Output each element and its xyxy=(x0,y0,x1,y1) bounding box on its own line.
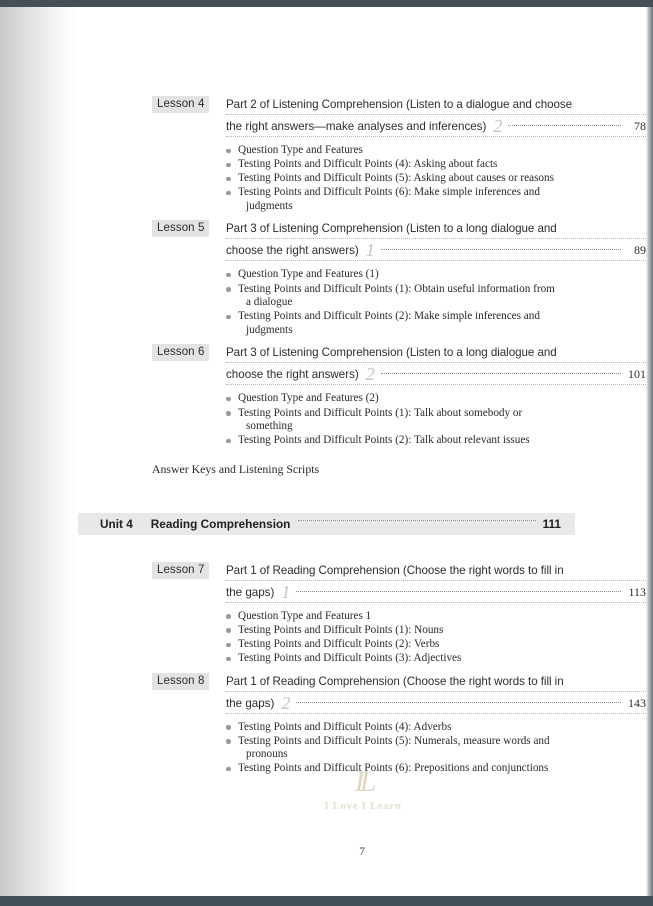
toc-entry-title-line-2-row xyxy=(226,692,646,714)
toc-entry-title-line-2-row xyxy=(226,581,646,603)
unit-title: Reading Comprehension xyxy=(150,516,291,531)
list-item-label: Testing Points and Difficult Points (3): Adjectives xyxy=(238,652,462,665)
toc-entry-title-line-2: the gaps) xyxy=(226,696,275,710)
list-item-label: Question Type and Features 1 xyxy=(238,609,372,622)
list-item-continuation: judgments xyxy=(246,323,293,336)
list-item-label: Testing Points and Difficult Points (4): Asking about facts xyxy=(238,158,498,171)
toc-entry-title-line-2: choose the right answers) xyxy=(226,244,359,258)
list-item-label: Testing Points and Difficult Points (2): Talk about relevant issues xyxy=(238,434,530,447)
toc-entry[interactable] xyxy=(78,343,646,447)
bullet-icon xyxy=(226,767,231,772)
toc-entry[interactable] xyxy=(78,561,646,666)
list-item xyxy=(226,268,626,282)
list-item-label: Testing Points and Difficult Points (1): Obtain useful information from xyxy=(238,282,555,295)
bullet-icon xyxy=(226,739,231,744)
unit-label: Unit 4 xyxy=(100,516,133,531)
lesson-badge[interactable]: Lesson 7 xyxy=(152,562,209,579)
toc-entry-title-line-1: Part 2 of Listening Comprehension (Listen to a dialogue and choose xyxy=(226,95,646,115)
list-item xyxy=(226,392,626,406)
page-bottom-edge xyxy=(0,896,653,906)
toc-entry-title-line-2: the right answers—make analyses and inferences) xyxy=(226,120,487,133)
bullet-icon xyxy=(226,725,231,730)
list-item-label: Testing Points and Difficult Points (2): Make simple inferences and xyxy=(238,310,540,323)
list-item xyxy=(226,158,626,172)
entry-page-number: 89 xyxy=(634,243,646,258)
binding-shadow xyxy=(0,7,78,896)
list-item xyxy=(226,610,626,624)
entry-page-number: 78 xyxy=(634,119,646,133)
toc-subpoint-list xyxy=(226,721,626,776)
toc-subpoint-list xyxy=(226,392,626,447)
toc-subpoint-list xyxy=(226,610,626,666)
bullet-icon xyxy=(226,273,231,278)
list-item-continuation: pronouns xyxy=(246,748,288,761)
bullet-icon xyxy=(226,191,231,196)
dot-leader xyxy=(296,591,621,592)
toc-entry-title-line-1: Part 3 of Listening Comprehension (Listen to a long dialogue and xyxy=(226,219,646,239)
toc-entry-heading[interactable] xyxy=(152,561,646,603)
unit-dot-leader xyxy=(298,520,535,521)
toc-entry-title-line-1: Part 3 of Listening Comprehension (Listen to a long dialogue and xyxy=(226,343,646,363)
bullet-icon xyxy=(226,657,231,662)
lesson-badge[interactable]: Lesson 8 xyxy=(152,673,209,690)
list-item xyxy=(226,186,626,213)
toc-subpoint-list xyxy=(226,268,626,337)
list-item xyxy=(226,638,626,652)
answer-keys-line: Answer Keys and Listening Scripts xyxy=(152,461,320,476)
lesson-script-numeral: 2 xyxy=(281,692,291,713)
watermark-tagline: I Love I Learn xyxy=(324,800,402,812)
list-item-label: Testing Points and Difficult Points (5): Asking about causes or reasons xyxy=(238,172,554,185)
list-item-label: Testing Points and Difficult Points (4): Adverbs xyxy=(238,720,452,733)
bullet-icon xyxy=(226,397,231,402)
list-item xyxy=(226,735,626,762)
list-item-label: Testing Points and Difficult Points (1): Nouns xyxy=(238,623,444,636)
entry-page-number: 143 xyxy=(628,695,646,710)
toc-entry-title-line-2: the gaps) xyxy=(226,585,275,599)
page-sheet xyxy=(78,7,646,896)
list-item-continuation: judgments xyxy=(246,199,293,212)
toc-entry-heading[interactable] xyxy=(152,95,646,137)
bullet-icon xyxy=(226,177,231,182)
toc-entry-heading[interactable] xyxy=(152,672,646,714)
toc-entry-heading[interactable] xyxy=(152,343,646,385)
list-item xyxy=(226,762,626,776)
unit-page-number: 111 xyxy=(542,516,561,531)
toc-entry-title-line-1: Part 1 of Reading Comprehension (Choose the right words to fill in xyxy=(226,672,646,692)
list-item xyxy=(226,434,626,448)
dot-leader xyxy=(296,702,621,703)
list-item-label: Question Type and Features (2) xyxy=(238,392,379,405)
bullet-icon xyxy=(226,643,231,648)
lesson-script-numeral: 2 xyxy=(493,116,503,136)
bullet-icon xyxy=(226,149,231,154)
list-item-label: Testing Points and Difficult Points (6): Make simple inferences and xyxy=(238,186,540,199)
dot-leader xyxy=(381,249,621,250)
toc-entry-title-line-1: Part 1 of Reading Comprehension (Choose the right words to fill in xyxy=(226,561,646,581)
list-item-label: Testing Points and Difficult Points (2): Verbs xyxy=(238,638,440,650)
bullet-icon xyxy=(226,614,231,619)
dot-leader xyxy=(508,125,621,126)
lesson-script-numeral: 1 xyxy=(365,240,375,261)
list-item xyxy=(226,172,626,186)
toc-entry-group-listening xyxy=(78,7,646,448)
lesson-badge[interactable]: Lesson 5 xyxy=(152,220,209,237)
list-item-label: Question Type and Features (1) xyxy=(238,268,379,281)
table-of-contents xyxy=(78,7,646,782)
lesson-badge[interactable]: Lesson 6 xyxy=(152,344,209,361)
lesson-script-numeral: 2 xyxy=(365,364,375,385)
page-number: 7 xyxy=(359,846,365,858)
list-item-label: Question Type and Features xyxy=(238,144,363,156)
list-item xyxy=(226,310,626,337)
page-top-edge xyxy=(0,0,653,7)
list-item-label: Testing Points and Difficult Points (5): Numerals, measure words and xyxy=(238,734,550,747)
lesson-script-numeral: 1 xyxy=(281,581,291,602)
bullet-icon xyxy=(226,287,231,292)
list-item xyxy=(226,283,626,310)
list-item xyxy=(226,721,626,735)
toc-entry[interactable] xyxy=(78,219,646,337)
list-item xyxy=(226,652,626,666)
watermark-monogram: IL xyxy=(354,765,372,798)
list-item-label: Testing Points and Difficult Points (1): Talk about somebody or xyxy=(238,406,523,419)
lesson-badge[interactable]: Lesson 4 xyxy=(152,96,209,113)
unit-heading-row[interactable] xyxy=(78,513,575,535)
toc-entry-title-line-2-row xyxy=(226,115,646,137)
list-item-continuation: a dialogue xyxy=(246,296,293,309)
bullet-icon xyxy=(226,163,231,168)
bullet-icon xyxy=(226,628,231,633)
entry-page-number: 101 xyxy=(628,367,646,382)
list-item xyxy=(226,624,626,638)
bullet-icon xyxy=(226,411,231,416)
list-item-continuation: something xyxy=(246,420,293,433)
toc-entry-heading[interactable] xyxy=(152,219,646,261)
bullet-icon xyxy=(226,315,231,320)
list-item xyxy=(226,144,626,158)
toc-entry-title-line-2: choose the right answers) xyxy=(226,368,359,382)
toc-entry-title-line-2-row xyxy=(226,239,646,261)
toc-entry[interactable] xyxy=(78,672,646,776)
toc-subpoint-list xyxy=(226,144,626,213)
page-right-edge xyxy=(646,7,653,896)
list-item xyxy=(226,407,626,434)
dot-leader xyxy=(381,373,621,374)
list-item-label: Testing Points and Difficult Points (6): Prepositions and conjunctions xyxy=(238,762,549,775)
toc-entry[interactable] xyxy=(78,95,646,213)
toc-entry-title-line-2-row xyxy=(226,363,646,385)
bullet-icon xyxy=(226,439,231,444)
toc-entry-group-reading xyxy=(78,535,646,776)
entry-page-number: 113 xyxy=(628,584,646,599)
